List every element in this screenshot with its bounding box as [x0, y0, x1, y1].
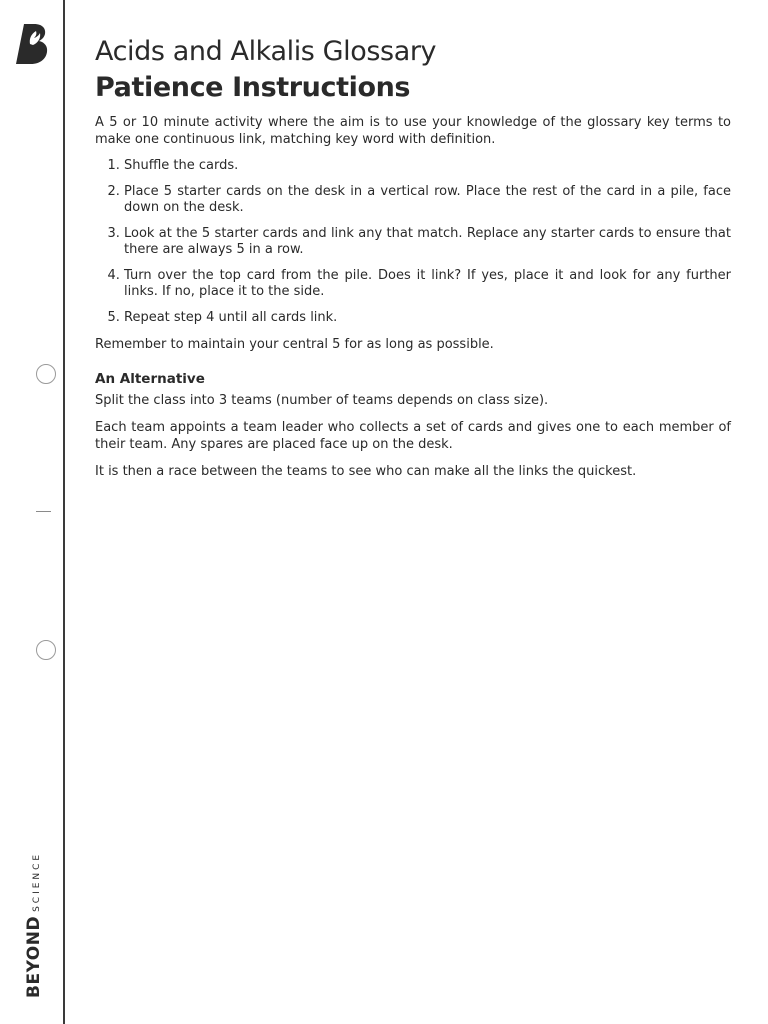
beyond-logo-icon: [16, 24, 50, 64]
step-item: 2. Place 5 starter cards on the desk in a vertical row. Place the rest of the card in a pile, face down on the desk.: [124, 184, 731, 216]
alternative-paragraph: It is then a race between the teams to see who can make all the links the quickest.: [95, 464, 637, 479]
steps-list: [95, 158, 731, 326]
step-item: 4. Turn over the top card from the pile. Does it link? If yes, place it and look for any further links. If no, place it to the side.: [124, 268, 731, 300]
intro-paragraph: A 5 or 10 minute activity where the aim is to use your knowledge of the glossary key terms to make one continuous link, matching key word with definition.: [95, 115, 731, 147]
step-item: 5. Repeat step 4 until all cards link.: [124, 310, 731, 326]
step-item: 1. Shuffle the cards.: [124, 158, 731, 174]
margin-rule: [63, 0, 65, 1024]
alternative-paragraph: Each team appoints a team leader who collects a set of cards and gives one to each member of their team. Any spares are placed face up on the desk.: [95, 420, 731, 452]
page-subtitle: Patience Instructions: [95, 72, 411, 103]
alternative-paragraph: Split the class into 3 teams (number of teams depends on class size).: [95, 393, 549, 408]
brand-sub: SCIENCE: [32, 851, 42, 912]
brand-main: BEYOND: [24, 915, 44, 998]
punch-hole-icon: [36, 364, 56, 384]
page-title: Acids and Alkalis Glossary: [95, 36, 437, 67]
fold-mark: [36, 511, 51, 512]
alternative-heading: An Alternative: [95, 371, 205, 387]
document-content: [95, 34, 731, 490]
reminder-paragraph: Remember to maintain your central 5 for as long as possible.: [95, 337, 494, 352]
step-item: 3. Look at the 5 starter cards and link any that match. Replace any starter cards to ensure that there are always 5 in a row.: [124, 226, 731, 258]
brand-wordmark: [24, 852, 44, 998]
punch-hole-icon: [36, 640, 56, 660]
